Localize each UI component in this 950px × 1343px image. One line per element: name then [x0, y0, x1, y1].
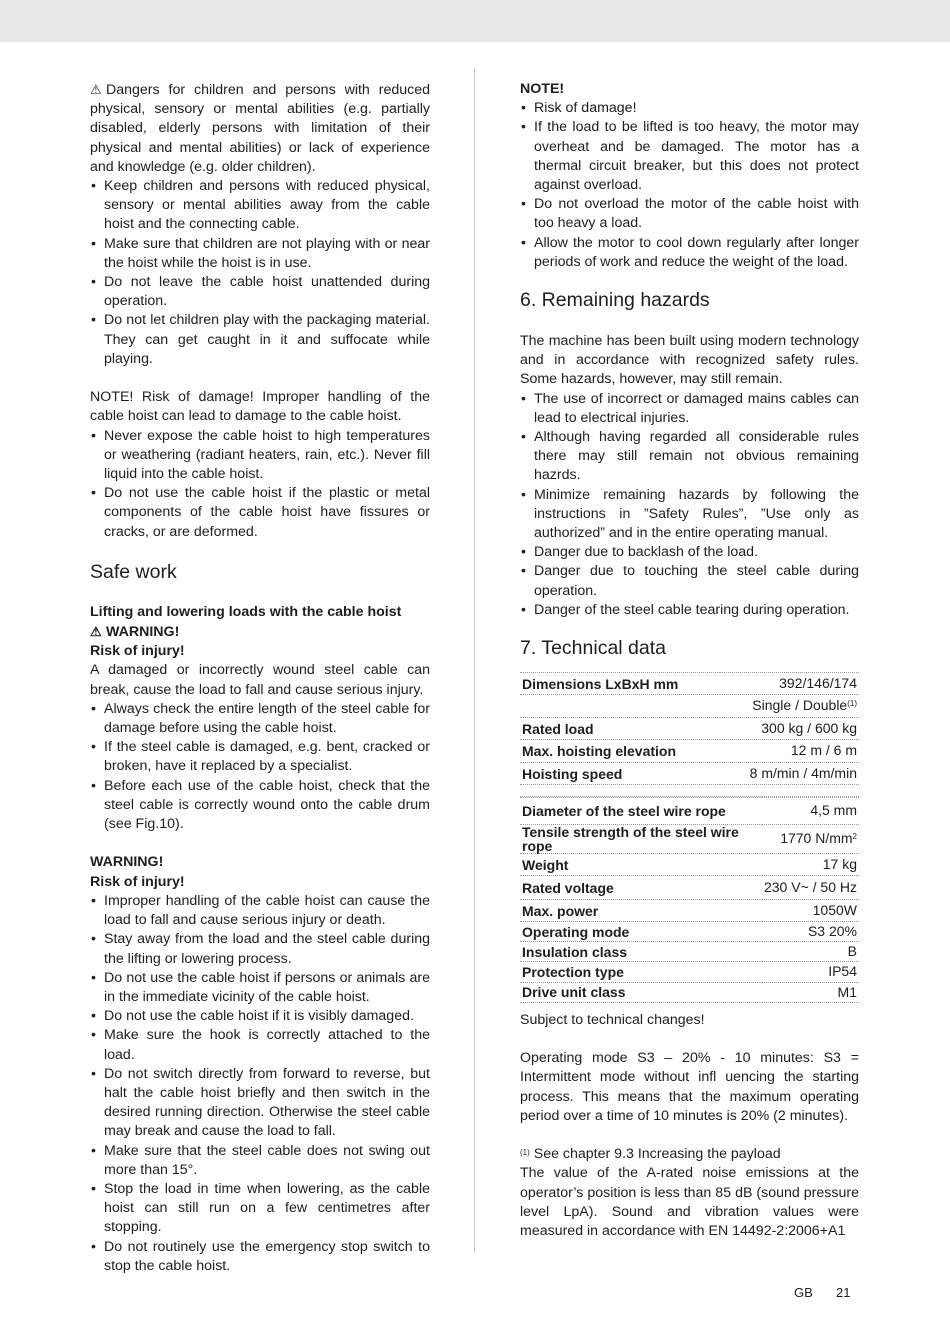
- spec-row: [520, 982, 859, 1002]
- spec-key: Diameter of the steel wire rope: [520, 798, 762, 825]
- footer-page-number: 21: [836, 1285, 851, 1300]
- noise-text: The value of the A-rated noise emissions at the operator’s position is less than 85 dB (sound pressure level LpA). Sound and vibration values were measured in accordance with EN 14492-2:2006+A1: [520, 1165, 859, 1240]
- bullet-item: • Always check the entire length of the steel cable for damage before using the cable hoist.: [90, 700, 430, 738]
- spec-value: 4,5 mm: [762, 798, 859, 825]
- bullet-item: • Make sure that the steel cable does not swing out more than 15°.: [90, 1142, 430, 1180]
- bullet-item: • Keep children and persons with reduced physical, sensory or mental abilities away from the cable hoist and the connecting cable.: [90, 177, 430, 235]
- spec-row: [520, 825, 859, 854]
- safe-work-heading: Safe work: [90, 560, 177, 583]
- spec-superscript: 2: [852, 832, 857, 842]
- spec-key: Insulation class: [520, 942, 762, 962]
- bullet-item: • Danger due to backlash of the load.: [520, 543, 859, 562]
- spec-key: Max. hoisting elevation: [520, 740, 720, 763]
- bullet-item: • Make sure that children are not playing with or near the hoist while the hoist is in use.: [90, 235, 430, 273]
- spec-key: Protection type: [520, 962, 762, 982]
- spec-row: [520, 718, 859, 740]
- spec-key: Rated load: [520, 718, 720, 740]
- spec-row: [520, 876, 859, 900]
- spec-superscript: (1): [847, 699, 857, 709]
- bullet-item: • Do not use the cable hoist if it is visibly damaged.: [90, 1007, 430, 1026]
- spec-row: [520, 798, 859, 825]
- spec-value: B: [762, 942, 859, 962]
- spec-key: Tensile strength of the steel wire rope: [520, 825, 762, 854]
- bullet-item: • Improper handling of the cable hoist can cause the load to fall and cause serious injury or death.: [90, 892, 430, 930]
- remaining-bullet-list: [520, 390, 859, 620]
- bullet-item: • Danger due to touching the steel cable during operation.: [520, 562, 859, 600]
- spec-value: Single / Double$^{(1)}$: [720, 695, 859, 718]
- spec-row: [520, 673, 859, 695]
- spec-value: 392/146/174: [720, 673, 859, 695]
- spec-row: [520, 695, 859, 718]
- danger-intro: ⚠ Dangers for children and persons with reduced physical, sensory or mental abilities (e.g. partially disabled, elderly persons with limitation of their physical and mental abilities) or lack of experience and knowledge (e.g. older children).: [90, 82, 430, 175]
- bullet-item: • Do not overload the motor of the cable hoist with too heavy a load.: [520, 195, 859, 233]
- spec-value: 1050W: [762, 900, 859, 922]
- bullet-item: • Never expose the cable hoist to high temperatures or weathering (radiant heaters, rain, etc.). Never fill liquid into the cable hoist.: [90, 427, 430, 485]
- warning-triangle-icon: ⚠: [90, 624, 102, 640]
- bullet-item: • Stop the load in time when lowering, as the cable hoist can still run on a few centimetres after stopping.: [90, 1180, 430, 1238]
- risk2-label: Risk of injury!: [90, 873, 185, 890]
- spec-value: 1770 $N/mm^2$: [762, 825, 859, 854]
- spec-row: [520, 854, 859, 876]
- bullet-item: • Make sure the hook is correctly attached to the load.: [90, 1026, 430, 1064]
- bullet-item: • Before each use of the cable hoist, check that the steel cable is correctly wound onto the cable drum (see Fig.10).: [90, 777, 430, 835]
- spec-key: Rated voltage: [520, 876, 762, 900]
- spec-row: [520, 962, 859, 982]
- bullet-item: • Do not routinely use the emergency stop switch to stop the cable hoist.: [90, 1238, 430, 1276]
- spec-value: S3 20%: [762, 922, 859, 942]
- left-column: [90, 80, 430, 1276]
- spec-key: Dimensions LxBxH mm: [520, 673, 720, 695]
- technical-data-heading: 7. Technical data: [520, 637, 666, 660]
- bullet-item: • Do not use the cable hoist if the plastic or metal components of the cable hoist have fissures or cracks, or are deformed.: [90, 484, 430, 542]
- remaining-hazards-heading: 6. Remaining hazards: [520, 289, 710, 312]
- footnote-marker: (1): [520, 1148, 530, 1158]
- spec-value: 8 m/min / 4m/min: [720, 763, 859, 785]
- warning-triangle-icon: ⚠: [90, 82, 102, 97]
- bullet-item: • The use of incorrect or damaged mains cables can lead to electrical injuries.: [520, 390, 859, 428]
- spec-value: IP54: [762, 962, 859, 982]
- note-bullet-list: [520, 99, 859, 272]
- spec-row: [520, 922, 859, 942]
- bullet-item: • Do not let children play with the packaging material. They can get caught in it and suffocate while playing.: [90, 311, 430, 369]
- bullet-item: • If the load to be lifted is too heavy, the motor may overheat and be damaged. The motor has a thermal circuit breaker, but this does not protect against overload.: [520, 118, 859, 195]
- subject-to-changes: Subject to technical changes!: [520, 1011, 705, 1028]
- spec-row: [520, 763, 859, 785]
- warning-label: ⚠ WARNING!: [90, 624, 180, 641]
- bullet-item: • Danger of the steel cable tearing during operation.: [520, 601, 859, 620]
- spec-key: Weight: [520, 854, 762, 876]
- spec-key: Operating mode: [520, 922, 762, 942]
- lifting-heading: Lifting and lowering loads with the cable hoist: [90, 603, 402, 620]
- spec-row: [520, 942, 859, 962]
- column-divider: [474, 68, 475, 1253]
- bullet-item: • Risk of damage!: [520, 99, 859, 118]
- spec-value: M1: [762, 982, 859, 1002]
- note-damage-text: NOTE! Risk of damage! Improper handling of the cable hoist can lead to damage to the cable hoist.: [90, 389, 430, 425]
- spec-row: [520, 900, 859, 922]
- bullet-item: • If the steel cable is damaged, e.g. bent, cracked or broken, have it replaced by a specialist.: [90, 738, 430, 776]
- spec-value: 300 kg / 600 kg: [720, 718, 859, 740]
- bullet-item: • Do not leave the cable hoist unattended during operation.: [90, 273, 430, 311]
- bullet-item: • Minimize remaining hazards by following the instructions in ”Safety Rules”, ”Use only as authorized” and in the entire operating manual.: [520, 486, 859, 544]
- risk-label: Risk of injury!: [90, 643, 185, 660]
- damage-bullet-list: [90, 427, 430, 542]
- bullet-item: • Allow the motor to cool down regularly after longer periods of work and reduce the weight of the load.: [520, 234, 859, 272]
- spec-table-electrical: [520, 797, 859, 1003]
- note-label: NOTE!: [520, 81, 565, 97]
- spec-value: 230 V~ / 50 Hz: [762, 876, 859, 900]
- right-column: [520, 80, 859, 1241]
- warning2-label: WARNING!: [90, 854, 164, 871]
- spec-key: Hoisting speed: [520, 763, 720, 785]
- top-band: [0, 0, 950, 42]
- bullet-item: • Stay away from the load and the steel cable during the lifting or lowering process.: [90, 930, 430, 968]
- spec-row: [520, 740, 859, 763]
- footnote: $^{(1)}$ See chapter 9.3 Increasing the payload: [520, 1146, 781, 1163]
- remaining-intro: The machine has been built using modern technology and in accordance with recognized safety rules. Some hazards, however, may still remain.: [520, 333, 859, 388]
- spec-value: 12 m / 6 m: [720, 740, 859, 763]
- spec-key: Max. power: [520, 900, 762, 922]
- spec-value: 17 kg: [762, 854, 859, 876]
- bullet-item: • Do not switch directly from forward to reverse, but halt the cable hoist briefly and then switch in the desired running direction. Otherwise the steel cable may break and cause the load to fall.: [90, 1065, 430, 1142]
- damaged-cable-text: A damaged or incorrectly wound steel cable can break, cause the load to fall and cause serious injury.: [90, 662, 430, 698]
- spec-key: [520, 695, 720, 718]
- operating-mode-text: Operating mode S3 – 20% - 10 minutes: S3 = Intermittent mode without infl uencing the starting process. This means that the maximum operating period over a time of 10 minutes is 20% (2 minutes).: [520, 1050, 859, 1124]
- children-bullet-list: [90, 177, 430, 369]
- cable-bullet-list: [90, 700, 430, 834]
- injury-bullet-list: [90, 892, 430, 1276]
- bullet-item: • Although having regarded all considerable rules there may still remain not obvious remaining hazrds.: [520, 428, 859, 486]
- bullet-item: • Do not use the cable hoist if persons or animals are in the immediate vicinity of the cable hoist.: [90, 969, 430, 1007]
- footer-language: GB: [794, 1285, 813, 1300]
- spec-key: Drive unit class: [520, 982, 762, 1002]
- spec-table-main: [520, 672, 859, 785]
